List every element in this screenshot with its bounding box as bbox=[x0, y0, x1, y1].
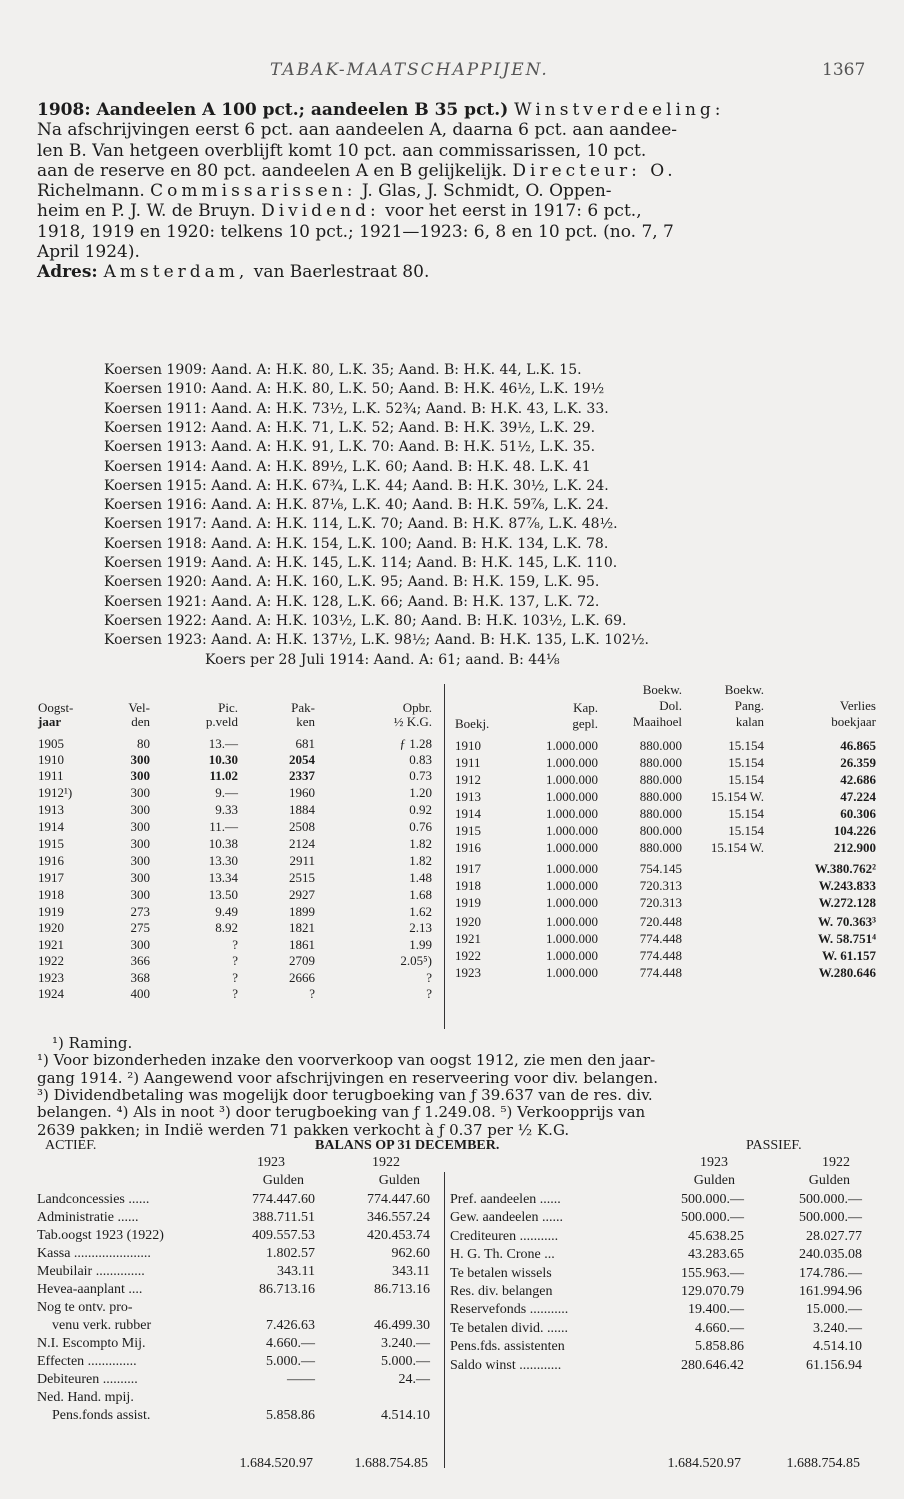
table-cell: W. 70.363³ bbox=[818, 914, 876, 929]
text-segment: Amsterdam, bbox=[103, 262, 249, 283]
table-cell: 275 bbox=[130, 920, 150, 935]
text-line bbox=[37, 100, 877, 120]
table-cell: 774.448 bbox=[639, 948, 682, 963]
table-cell: ? bbox=[426, 970, 432, 985]
asset-label: Hevea-aanplant .... bbox=[37, 1282, 143, 1297]
currency-header: Gulden bbox=[378, 1173, 420, 1188]
table-cell: 1913 bbox=[38, 802, 64, 817]
table-cell: 400 bbox=[130, 986, 150, 1001]
table-cell: 1884 bbox=[289, 802, 315, 817]
table-cell: 1922 bbox=[455, 948, 481, 963]
table-cell: 0.92 bbox=[409, 802, 432, 817]
table-cell: 1920 bbox=[38, 920, 64, 935]
table-header: Opbr. bbox=[402, 700, 432, 715]
running-header bbox=[0, 52, 904, 82]
table-cell: 1921 bbox=[455, 931, 481, 946]
table-cell: W. 58.751⁴ bbox=[818, 931, 876, 946]
liability-value-1922: 4.514.10 bbox=[813, 1339, 862, 1355]
footnote-line: ³) Dividendbetaling was mogelijk door terugboeking van ƒ 39.637 van de res. div. bbox=[37, 1085, 653, 1104]
liability-label: Crediteuren ........... bbox=[450, 1228, 559, 1244]
table-cell: 2.13 bbox=[409, 920, 432, 935]
table-cell: 1.000.000 bbox=[546, 738, 598, 753]
text-line bbox=[37, 161, 877, 181]
asset-label: Tab.oogst 1923 (1922) bbox=[37, 1228, 164, 1243]
total-assets-1923: 1.684.520.97 bbox=[239, 1456, 313, 1471]
table-cell: 1.000.000 bbox=[546, 965, 598, 980]
price-per-date: Koers per 28 Juli 1914: Aand. A: 61; aand. B: 44⅛ bbox=[205, 652, 560, 668]
price-line: Koersen 1917: Aand. A: H.K. 114, L.K. 70; Aand. B: H.K. 87⅞, L.K. 48½. bbox=[104, 516, 618, 533]
table-cell: 2709 bbox=[289, 953, 315, 968]
table-cell: 46.865 bbox=[840, 738, 876, 753]
liability-value-1923: 129.070.79 bbox=[681, 1284, 744, 1299]
table-cell: W. 61.157 bbox=[821, 948, 876, 963]
footnote-line: gang 1914. ²) Aangewend voor afschrijvingen en reserveering voor div. belangen. bbox=[37, 1068, 658, 1087]
asset-label: Nog te ontv. pro- bbox=[37, 1300, 133, 1315]
table-cell: 0.76 bbox=[409, 819, 432, 834]
price-line: Koersen 1923: Aand. A: H.K. 137½, L.K. 98½; Aand. B: H.K. 135, L.K. 102½. bbox=[104, 632, 649, 649]
text-line bbox=[37, 181, 877, 201]
table-cell: W.280.646 bbox=[818, 965, 876, 980]
table-header: Kap. bbox=[573, 700, 598, 715]
liability-label: Gew. aandeelen ...... bbox=[450, 1210, 563, 1226]
table-cell: W.243.833 bbox=[818, 878, 876, 893]
table-cell: 1912¹) bbox=[38, 785, 73, 800]
liability-label: Pens.fds. assistenten bbox=[450, 1339, 565, 1355]
asset-label: Meubilair .............. bbox=[37, 1264, 145, 1279]
table-divider bbox=[444, 684, 445, 1029]
table-header: kalan bbox=[735, 714, 764, 729]
table-cell: 1917 bbox=[38, 870, 64, 885]
table-cell: 1923 bbox=[38, 970, 64, 985]
table-cell: 212.900 bbox=[833, 840, 876, 855]
asset-label: Pens.fonds assist. bbox=[52, 1408, 151, 1423]
table-header: den bbox=[131, 714, 150, 729]
text-segment: Adres: bbox=[37, 262, 104, 283]
asset-value-1923: 5.000.— bbox=[266, 1354, 315, 1369]
price-line: Koersen 1912: Aand. A: H.K. 71, L.K. 52; Aand. B: H.K. 39½, L.K. 29. bbox=[104, 419, 596, 436]
table-cell: 15.154 bbox=[728, 806, 764, 821]
table-cell: 1.000.000 bbox=[546, 895, 598, 910]
table-cell: ? bbox=[232, 986, 238, 1001]
table-cell: 880.000 bbox=[639, 772, 682, 787]
asset-value-1922: 4.514.10 bbox=[381, 1408, 430, 1423]
liability-value-1922: 161.994.96 bbox=[799, 1284, 862, 1299]
text-line bbox=[37, 242, 877, 262]
table-cell: 1917 bbox=[455, 861, 481, 876]
table-header: Boekw. bbox=[642, 682, 682, 697]
asset-label: Landconcessies ...... bbox=[37, 1192, 150, 1207]
price-line: Koersen 1911: Aand. A: H.K. 73½, L.K. 52¾; Aand. B: H.K. 43, L.K. 33. bbox=[104, 400, 609, 417]
asset-value-1922: 86.713.16 bbox=[374, 1282, 430, 1297]
table-cell: 2.05⁵) bbox=[400, 953, 432, 968]
liability-value-1923: 500.000.— bbox=[681, 1210, 744, 1226]
table-cell: 1922 bbox=[38, 953, 64, 968]
table-cell: ƒ 1.28 bbox=[399, 736, 432, 751]
asset-value-1923: 7.426.63 bbox=[266, 1318, 315, 1333]
table-cell: 2911 bbox=[289, 853, 315, 868]
table-cell: 1905 bbox=[38, 736, 64, 751]
asset-value-1923: 86.713.16 bbox=[259, 1282, 315, 1297]
table-cell: 1.000.000 bbox=[546, 878, 598, 893]
table-header: Dol. bbox=[659, 698, 682, 713]
price-line: Koersen 1910: Aand. A: H.K. 80, L.K. 50; Aand. B: H.K. 46½, L.K. 19½ bbox=[104, 381, 605, 398]
liability-label: Te betalen wissels bbox=[450, 1265, 552, 1281]
text-segment: heim en P. J. W. de Bruyn. bbox=[37, 201, 262, 222]
year-header: 1923 bbox=[700, 1155, 728, 1170]
footnote-line: ¹) Raming. bbox=[52, 1034, 133, 1052]
table-header: Oogst- bbox=[38, 700, 74, 715]
table-header: p.veld bbox=[205, 714, 238, 729]
table-header: Pic. bbox=[218, 700, 238, 715]
table-cell: 1918 bbox=[455, 878, 481, 893]
table-cell: ? bbox=[232, 970, 238, 985]
table-cell: 13.— bbox=[208, 736, 238, 751]
table-cell: 10.30 bbox=[208, 752, 238, 767]
table-header: ken bbox=[296, 714, 315, 729]
asset-value-1923: 1.802.57 bbox=[266, 1246, 315, 1261]
asset-value-1923: 774.447.60 bbox=[252, 1192, 315, 1207]
table-header: ½ K.G. bbox=[393, 714, 432, 729]
table-cell: 2515 bbox=[289, 870, 315, 885]
table-cell: 15.154 W. bbox=[710, 840, 764, 855]
table-cell: 681 bbox=[295, 736, 315, 751]
table-cell: 774.448 bbox=[639, 965, 682, 980]
balance-title: BALANS OP 31 DECEMBER. bbox=[315, 1138, 500, 1153]
liability-label: Reservefonds ........... bbox=[450, 1302, 569, 1318]
asset-value-1922: 774.447.60 bbox=[367, 1192, 430, 1207]
table-cell: 300 bbox=[130, 836, 150, 851]
liability-value-1922: 28.027.77 bbox=[806, 1228, 862, 1244]
text-segment: Directeur: O. bbox=[512, 160, 677, 181]
table-cell: 80 bbox=[137, 736, 150, 751]
table-cell: 13.50 bbox=[208, 887, 238, 902]
table-cell: 1.000.000 bbox=[546, 823, 598, 838]
year-header: 1922 bbox=[372, 1155, 400, 1170]
passiva-heading: PASSIEF. bbox=[746, 1138, 802, 1153]
table-cell: 1919 bbox=[38, 904, 64, 919]
table-cell: 60.306 bbox=[840, 806, 876, 821]
asset-value-1922: 346.557.24 bbox=[367, 1210, 430, 1225]
asset-value-1923: 409.557.53 bbox=[252, 1228, 315, 1243]
price-line: Koersen 1919: Aand. A: H.K. 145, L.K. 114; Aand. B: H.K. 145, L.K. 110. bbox=[104, 555, 618, 571]
liability-label: Pref. aandeelen ...... bbox=[450, 1192, 561, 1207]
table-header: Boekw. bbox=[724, 682, 764, 697]
table-cell: ? bbox=[309, 986, 315, 1001]
table-cell: 300 bbox=[130, 819, 150, 834]
table-cell: 800.000 bbox=[639, 823, 682, 838]
table-cell: 1.000.000 bbox=[546, 806, 598, 821]
text-segment: J. Glas, J. Schmidt, O. Oppen- bbox=[356, 181, 612, 202]
table-cell: 1914 bbox=[455, 806, 481, 821]
table-cell: 2927 bbox=[289, 887, 315, 902]
table-cell: 774.448 bbox=[639, 931, 682, 946]
table-cell: 1.82 bbox=[409, 836, 432, 851]
price-line: Koersen 1916: Aand. A: H.K. 87⅛, L.K. 40; Aand. B: H.K. 59⅞, L.K. 24. bbox=[104, 497, 609, 514]
text-line bbox=[37, 120, 877, 140]
year-header: 1922 bbox=[822, 1155, 850, 1170]
table-cell: 300 bbox=[130, 785, 150, 800]
currency-header: Gulden bbox=[262, 1173, 304, 1188]
table-cell: 300 bbox=[130, 752, 150, 767]
table-cell: 1913 bbox=[455, 789, 481, 804]
table-cell: ? bbox=[232, 953, 238, 968]
asset-label: Effecten .............. bbox=[37, 1354, 137, 1369]
table-cell: 2337 bbox=[289, 768, 315, 783]
price-line: Koersen 1921: Aand. A: H.K. 128, L.K. 66; Aand. B: H.K. 137, L.K. 72. bbox=[104, 593, 600, 610]
table-cell: 1.000.000 bbox=[546, 931, 598, 946]
total-liabilities-1923: 1.684.520.97 bbox=[667, 1456, 741, 1471]
table-cell: 9.— bbox=[215, 785, 238, 800]
table-cell: 720.448 bbox=[639, 914, 682, 929]
table-cell: 2508 bbox=[289, 819, 315, 834]
liability-value-1923: 155.963.— bbox=[681, 1265, 744, 1281]
table-cell: 1916 bbox=[455, 840, 481, 855]
table-cell: 1.20 bbox=[409, 785, 432, 800]
table-cell: 300 bbox=[130, 870, 150, 885]
text-segment: 1918, 1919 en 1920: telkens 10 pct.; 1921—1923: 6, 8 en 10 pct. (no. 7, 7 bbox=[37, 221, 674, 242]
price-line: Koersen 1909: Aand. A: H.K. 80, L.K. 35; Aand. B: H.K. 44, L.K. 15. bbox=[104, 362, 582, 378]
table-cell: 0.73 bbox=[409, 768, 432, 783]
asset-label: N.I. Escompto Mij. bbox=[37, 1336, 146, 1351]
table-cell: 754.145 bbox=[639, 861, 682, 876]
table-cell: 1910 bbox=[38, 752, 64, 767]
table-cell: 1915 bbox=[455, 823, 481, 838]
table-cell: 2666 bbox=[289, 970, 315, 985]
table-cell: 880.000 bbox=[639, 755, 682, 770]
table-header: Verlies bbox=[839, 698, 876, 713]
table-cell: 300 bbox=[130, 853, 150, 868]
text-line bbox=[37, 262, 877, 282]
table-cell: 13.30 bbox=[208, 853, 238, 868]
asset-value-1923: —— bbox=[287, 1372, 315, 1387]
table-cell: 1918 bbox=[38, 887, 64, 902]
liability-label: Saldo winst ............ bbox=[450, 1357, 562, 1373]
table-cell: 1.48 bbox=[409, 870, 432, 885]
table-cell: 1.62 bbox=[409, 904, 432, 919]
table-cell: 1921 bbox=[38, 937, 64, 952]
price-line: Koersen 1914: Aand. A: H.K. 89½, L.K. 60; Aand. B: H.K. 48. L.K. 41 bbox=[104, 458, 591, 475]
text-segment: Richelmann. bbox=[37, 181, 151, 202]
liability-value-1923: 4.660.— bbox=[695, 1320, 744, 1336]
table-cell: 9.33 bbox=[215, 802, 238, 817]
table-cell: 1923 bbox=[455, 965, 481, 980]
table-cell: 1899 bbox=[289, 904, 315, 919]
text-line bbox=[37, 222, 877, 242]
page-title: TABAK-MAATSCHAPPIJEN. bbox=[270, 60, 549, 80]
total-liabilities-1922: 1.688.754.85 bbox=[786, 1456, 860, 1471]
table-cell: 1.68 bbox=[409, 887, 432, 902]
asset-value-1922: 5.000.— bbox=[381, 1354, 430, 1369]
asset-value-1923: 4.660.— bbox=[266, 1336, 315, 1351]
price-line: Koersen 1915: Aand. A: H.K. 67¾, L.K. 44; Aand. B: H.K. 30½, L.K. 24. bbox=[104, 477, 609, 494]
text-segment: 1908: Aandeelen A 100 pct.; aandeelen B 35 pct.) bbox=[37, 100, 515, 120]
text-line bbox=[37, 201, 877, 221]
table-cell: 1911 bbox=[455, 755, 481, 770]
asset-label: Debiteuren .......... bbox=[37, 1372, 138, 1387]
table-cell: 1.000.000 bbox=[546, 861, 598, 876]
total-assets-1922: 1.688.754.85 bbox=[354, 1456, 428, 1471]
asset-value-1923: 5.858.86 bbox=[266, 1408, 315, 1423]
table-cell: 1912 bbox=[455, 772, 481, 787]
table-cell: 10.38 bbox=[208, 836, 238, 851]
table-cell: 880.000 bbox=[639, 738, 682, 753]
table-cell: 1.000.000 bbox=[546, 840, 598, 855]
table-header: boekjaar bbox=[831, 714, 876, 729]
table-cell: 880.000 bbox=[639, 840, 682, 855]
liability-value-1923: 280.646.42 bbox=[681, 1357, 744, 1373]
footnote-line: 2639 pakken; in Indië werden 71 pakken verkocht à ƒ 0.37 per ½ K.G. bbox=[37, 1120, 570, 1139]
liability-value-1922: 61.156.94 bbox=[806, 1357, 862, 1373]
table-cell: 15.154 bbox=[728, 772, 764, 787]
footnote-line: belangen. ⁴) Als in noot ³) door terugboeking van ƒ 1.249.08. ⁵) Verkoopprijs van bbox=[37, 1103, 646, 1122]
table-cell: 1910 bbox=[455, 738, 481, 753]
table-cell: 15.154 bbox=[728, 738, 764, 753]
table-cell: 1.000.000 bbox=[546, 755, 598, 770]
table-cell: 13.34 bbox=[208, 870, 238, 885]
asset-value-1922: 962.60 bbox=[391, 1246, 430, 1261]
table-header: jaar bbox=[38, 714, 62, 729]
table-header: Pak- bbox=[291, 700, 315, 715]
table-cell: 1960 bbox=[289, 785, 315, 800]
table-cell: 1.82 bbox=[409, 853, 432, 868]
year-header: 1923 bbox=[257, 1155, 285, 1170]
price-line: Koersen 1920: Aand. A: H.K. 160, L.K. 95; Aand. B: H.K. 159, L.K. 95. bbox=[104, 574, 600, 591]
table-cell: 1.000.000 bbox=[546, 948, 598, 963]
table-header: gepl. bbox=[572, 716, 598, 731]
liability-label: H. G. Th. Crone ... bbox=[450, 1247, 555, 1263]
text-segment: aan de reserve en 80 pct. aandeelen A en B gelijkelijk. bbox=[37, 160, 513, 181]
table-cell: 300 bbox=[130, 768, 150, 783]
table-cell: 104.226 bbox=[833, 823, 876, 838]
table-cell: W.380.762² bbox=[814, 861, 876, 876]
balance-divider bbox=[444, 1172, 445, 1468]
table-cell: 300 bbox=[130, 937, 150, 952]
asset-value-1923: 388.711.51 bbox=[252, 1210, 315, 1225]
table-cell: 26.359 bbox=[840, 755, 876, 770]
table-header: Boekj. bbox=[455, 716, 490, 731]
liability-value-1923: 19.400.— bbox=[688, 1302, 744, 1318]
table-cell: 0.83 bbox=[409, 752, 432, 767]
table-cell: 1915 bbox=[38, 836, 64, 851]
asset-value-1923: 343.11 bbox=[277, 1264, 315, 1279]
table-header: Pang. bbox=[734, 698, 764, 713]
text-line bbox=[37, 141, 877, 161]
table-cell: 720.313 bbox=[639, 878, 682, 893]
asset-value-1922: 3.240.— bbox=[381, 1336, 430, 1351]
table-header: Vel- bbox=[128, 700, 150, 715]
company-description bbox=[37, 100, 877, 283]
text-segment: Commissarissen: bbox=[150, 181, 357, 202]
footnote-line: ¹) Voor bizonderheden inzake den voorverkoop van oogst 1912, zie men den jaar- bbox=[37, 1051, 656, 1070]
table-cell: 1924 bbox=[38, 986, 64, 1001]
asset-value-1922: 420.453.74 bbox=[367, 1228, 430, 1243]
asset-label: Ned. Hand. mpij. bbox=[37, 1390, 134, 1405]
liability-value-1923: 43.283.65 bbox=[688, 1247, 744, 1263]
table-cell: 42.686 bbox=[840, 772, 876, 787]
table-cell: 47.224 bbox=[840, 789, 876, 804]
liability-label: Te betalen divid. ...... bbox=[450, 1320, 568, 1336]
table-cell: ? bbox=[232, 937, 238, 952]
table-cell: 1.000.000 bbox=[546, 772, 598, 787]
table-cell: 366 bbox=[130, 953, 150, 968]
table-cell: 9.49 bbox=[215, 904, 238, 919]
liability-value-1923: 5.858.86 bbox=[695, 1339, 744, 1355]
text-segment: voor het eerst in 1917: 6 pct., bbox=[379, 201, 642, 222]
table-cell: 11.— bbox=[209, 819, 238, 834]
price-line: Koersen 1918: Aand. A: H.K. 154, L.K. 100; Aand. B: H.K. 134, L.K. 78. bbox=[104, 535, 609, 552]
asset-label: Kassa ...................... bbox=[37, 1246, 151, 1261]
table-cell: 2054 bbox=[289, 752, 315, 767]
table-cell: 1914 bbox=[38, 819, 64, 834]
liability-label: Res. div. belangen bbox=[450, 1284, 553, 1299]
liability-value-1922: 500.000.— bbox=[799, 1192, 862, 1207]
table-cell: 368 bbox=[130, 970, 150, 985]
liability-value-1922: 500.000.— bbox=[799, 1210, 862, 1226]
table-cell: 300 bbox=[130, 887, 150, 902]
table-cell: 11.02 bbox=[209, 768, 238, 783]
liability-value-1923: 500.000.— bbox=[681, 1192, 744, 1207]
asset-value-1922: 24.— bbox=[398, 1372, 430, 1387]
table-cell: 1861 bbox=[289, 937, 315, 952]
table-cell: 1911 bbox=[38, 768, 64, 783]
liability-value-1923: 45.638.25 bbox=[688, 1228, 744, 1244]
liability-value-1922: 174.786.— bbox=[799, 1265, 862, 1281]
asset-value-1922: 343.11 bbox=[392, 1264, 430, 1279]
table-cell: 1.000.000 bbox=[546, 914, 598, 929]
currency-header: Gulden bbox=[808, 1173, 850, 1188]
table-cell: 880.000 bbox=[639, 789, 682, 804]
currency-header: Gulden bbox=[693, 1173, 735, 1188]
table-cell: 300 bbox=[130, 802, 150, 817]
price-line: Koersen 1922: Aand. A: H.K. 103½, L.K. 80; Aand. B: H.K. 103½, L.K. 69. bbox=[104, 612, 627, 629]
table-cell: W.272.128 bbox=[818, 895, 876, 910]
page-number: 1367 bbox=[822, 60, 866, 80]
table-cell: 15.154 bbox=[728, 755, 764, 770]
text-segment: Dividend: bbox=[261, 201, 380, 222]
table-cell: 15.154 bbox=[728, 823, 764, 838]
table-cell: 1916 bbox=[38, 853, 64, 868]
table-cell: 2124 bbox=[289, 836, 315, 851]
liability-value-1922: 3.240.— bbox=[813, 1320, 862, 1336]
liability-value-1922: 240.035.08 bbox=[799, 1247, 862, 1263]
table-cell: 1.99 bbox=[409, 937, 432, 952]
text-segment: Na afschrijvingen eerst 6 pct. aan aandeelen A, daarna 6 pct. aan aandee- bbox=[37, 120, 678, 141]
asset-value-1922: 46.499.30 bbox=[374, 1318, 430, 1333]
table-cell: 273 bbox=[130, 904, 150, 919]
asset-label: Administratie ...... bbox=[37, 1210, 139, 1225]
table-header: Maaihoel bbox=[632, 714, 682, 729]
text-segment: len B. Van hetgeen overblijft komt 10 pct. aan commissarissen, 10 pct. bbox=[37, 140, 647, 161]
text-segment: April 1924). bbox=[37, 242, 140, 263]
activa-heading: ACTIEF. bbox=[45, 1138, 97, 1153]
table-cell: 1821 bbox=[289, 920, 315, 935]
table-cell: 1919 bbox=[455, 895, 481, 910]
table-cell: ? bbox=[426, 986, 432, 1001]
table-cell: 8.92 bbox=[215, 920, 238, 935]
table-cell: 720.313 bbox=[639, 895, 682, 910]
table-cell: 880.000 bbox=[639, 806, 682, 821]
price-line: Koersen 1913: Aand. A: H.K. 91, L.K. 70: Aand. B: H.K. 51½, L.K. 35. bbox=[104, 439, 596, 456]
liability-value-1922: 15.000.— bbox=[806, 1302, 862, 1318]
table-cell: 1.000.000 bbox=[546, 789, 598, 804]
table-cell: 15.154 W. bbox=[710, 789, 764, 804]
text-segment: van Baerlestraat 80. bbox=[248, 262, 430, 283]
asset-label: venu verk. rubber bbox=[52, 1318, 152, 1333]
table-cell: 1920 bbox=[455, 914, 481, 929]
text-segment: Winstverdeeling: bbox=[514, 100, 725, 120]
